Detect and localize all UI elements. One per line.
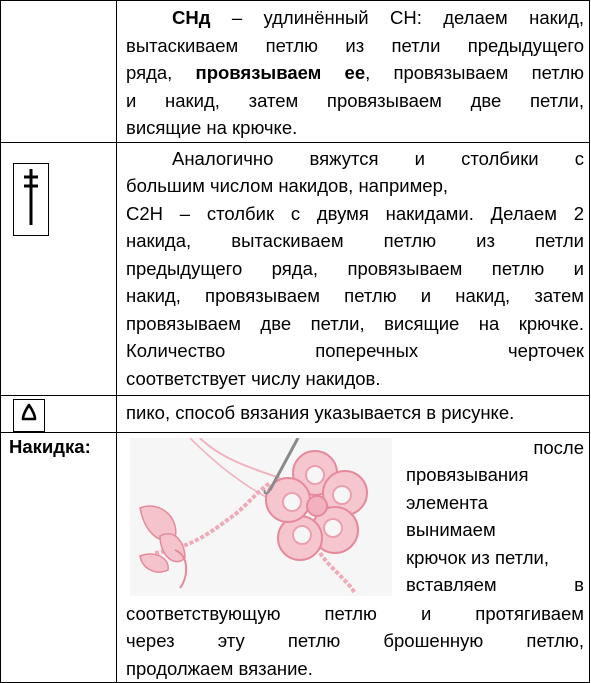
crochet-flower-photo-icon [130, 438, 392, 596]
bold-phrase: провязываем ее [195, 62, 366, 83]
symbol-cell-empty [1, 1, 117, 143]
description-cell-nakidka: после провязывания элемента вынимаем крючок из петли, вставляем в соответствующую петлю и протягиваем через эту петлю брошенную петлю, продолжаем вязание. [117, 432, 590, 683]
symbol-cell-s2n [1, 142, 117, 395]
term-snd: СНд [172, 7, 211, 28]
legend-row-snd [1, 1, 590, 143]
legend-row-s2n [1, 142, 590, 395]
legend-row-nakidka [1, 432, 590, 683]
nakidka-label: Накидка: [9, 435, 91, 457]
picot-triangle-icon [13, 399, 45, 432]
description-cell-s2n: Аналогично вяжутся и столбики с большим числом накидов, например, С2Н – столбик с двумя накидами. Делаем 2 накида, вытаскиваем петлю из петли предыдущего ряда, провязываем петлю и накид, провязываем петлю и накид, затем провязываем две петли, висящие на крючке. Количество поперечных черточек соответствует числу накидов. [117, 142, 590, 395]
double-crochet-two-crossbars-icon [13, 163, 49, 236]
symbol-cell-picot [1, 395, 117, 432]
description-cell-picot: пико, способ вязания указывается в рисунке. [117, 395, 590, 432]
legend-row-picot [1, 395, 590, 432]
description-cell-snd: СНд – удлинённый СН: делаем накид, вытаскиваем петлю из петли предыдущего ряда, провязываем ее, провязываем петлю и накид, затем провязываем две петли, висящие на крючке. [117, 1, 590, 143]
label-cell-nakidka [1, 432, 117, 683]
